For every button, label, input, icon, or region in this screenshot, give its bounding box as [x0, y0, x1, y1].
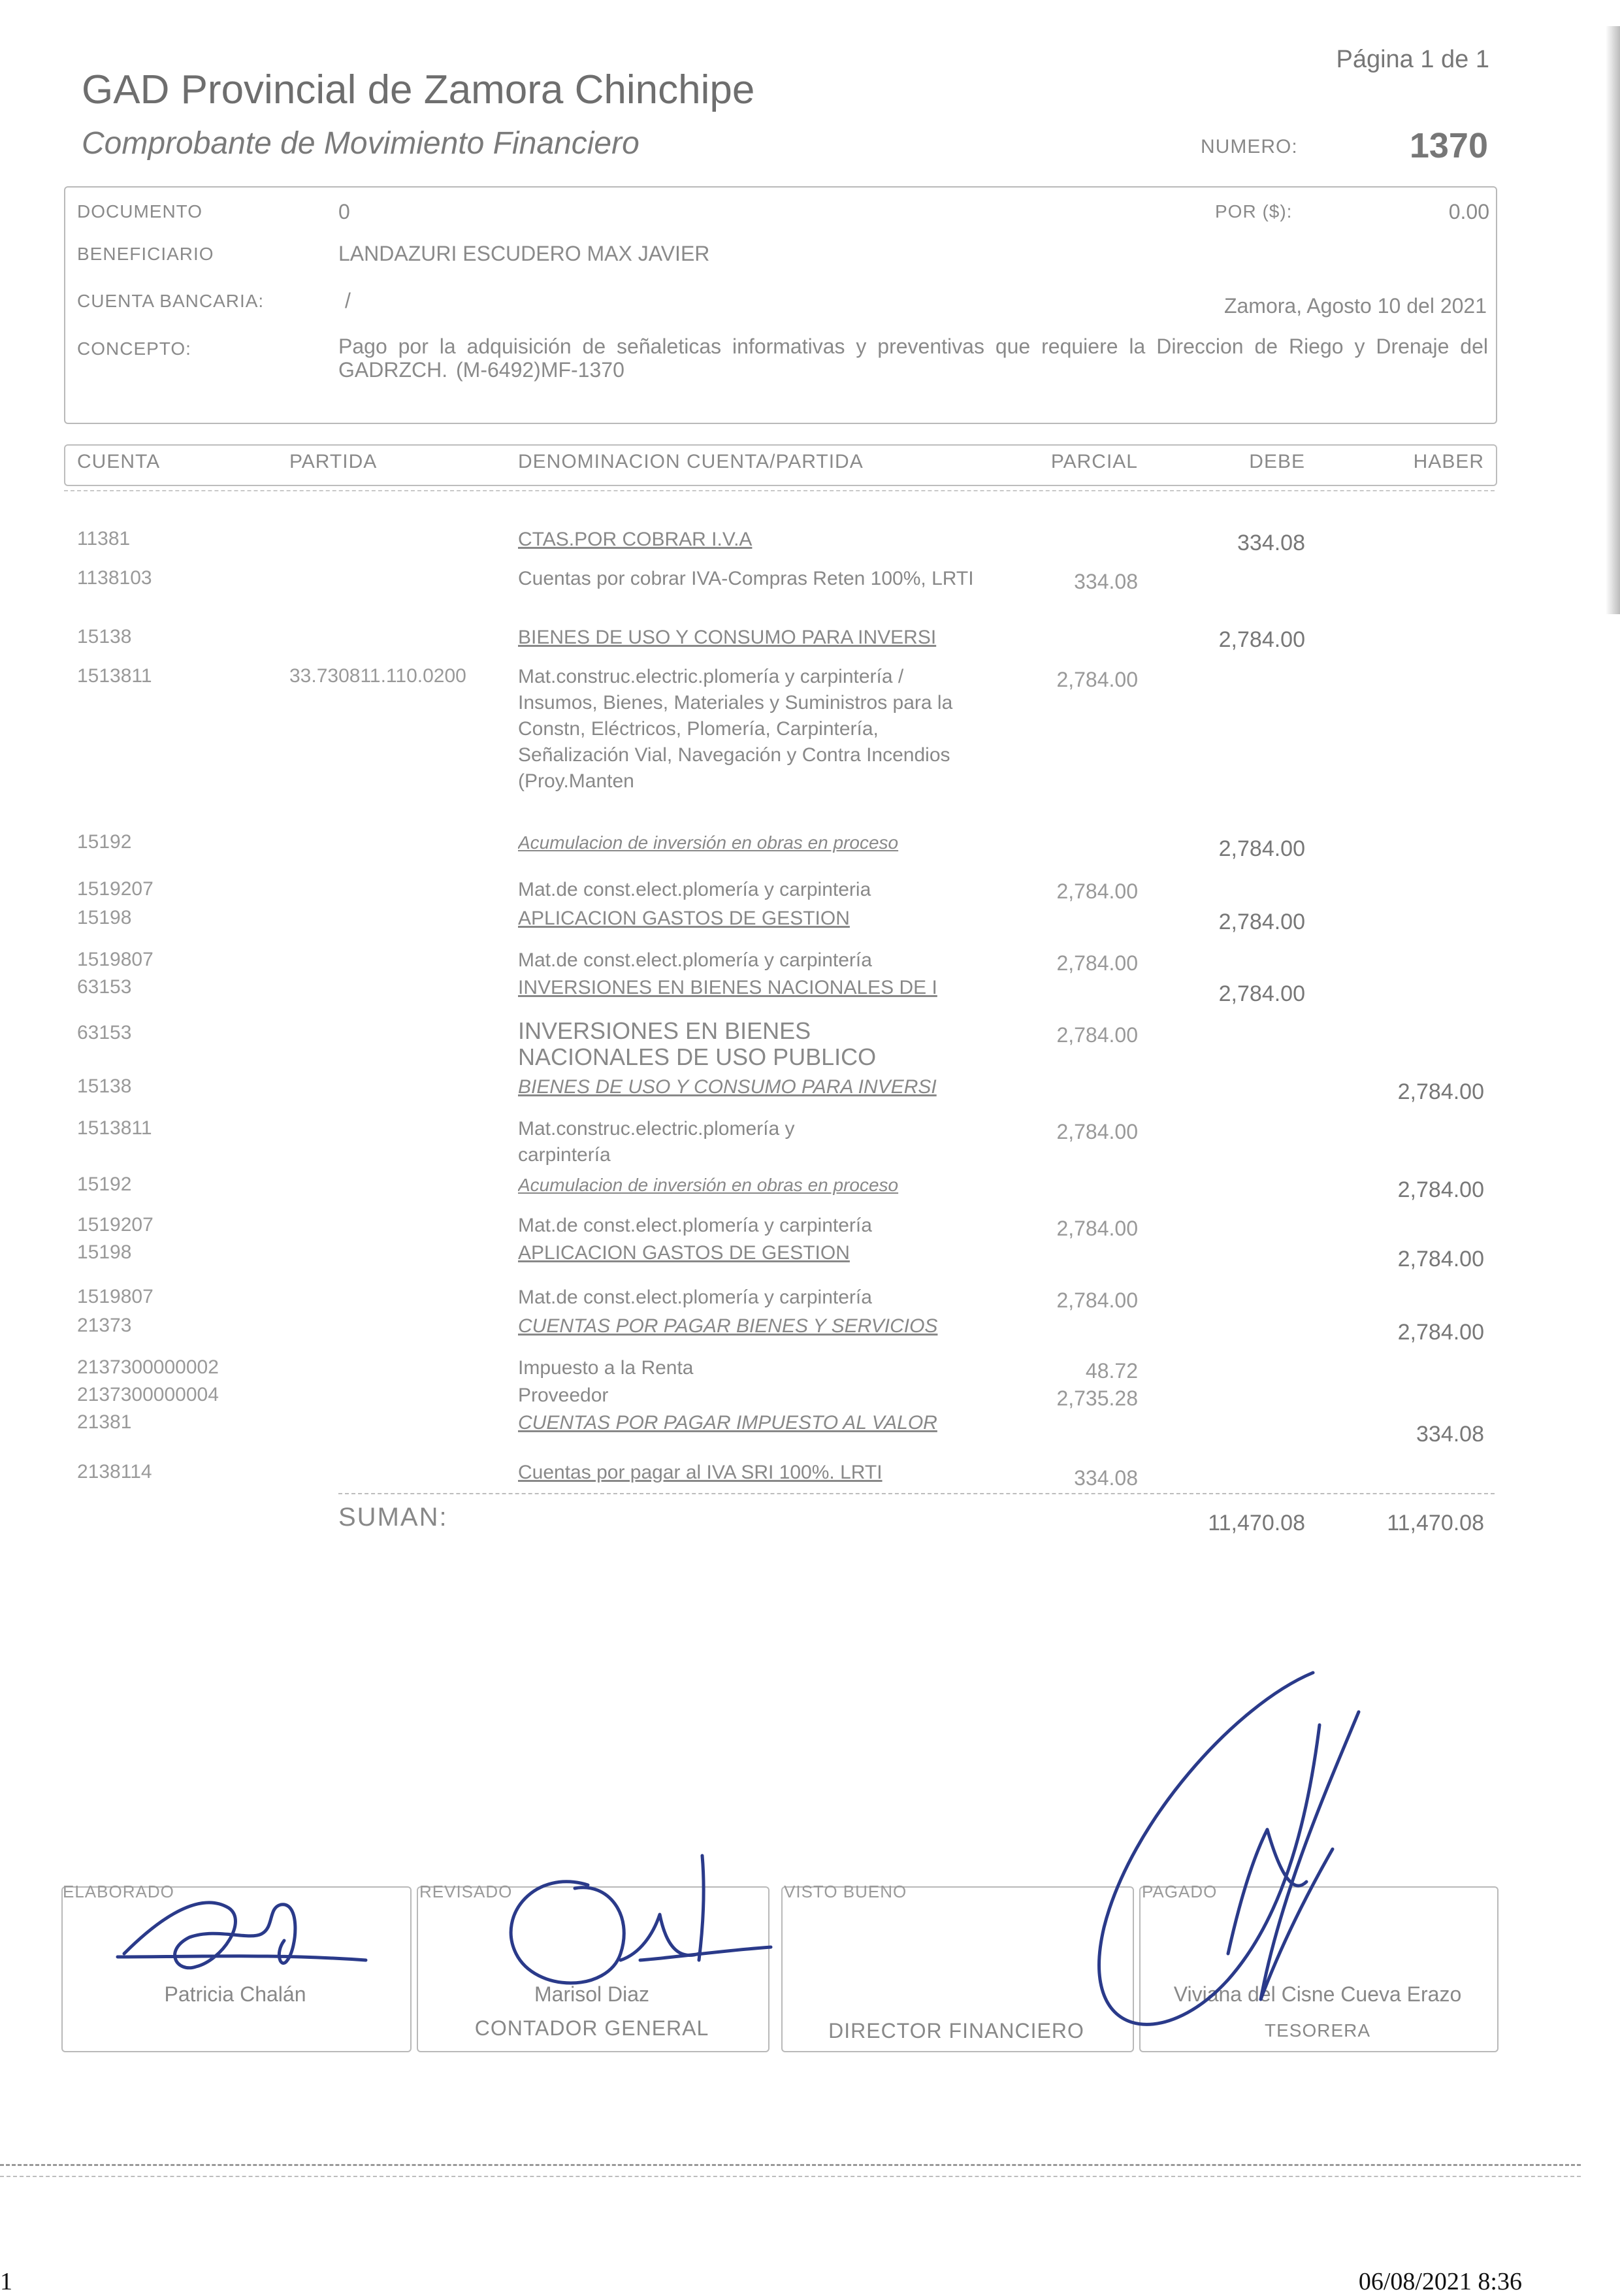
row-parcial: 2,784.00	[1056, 1217, 1138, 1240]
signer-name-elaborado: Patricia Chalán	[164, 1982, 306, 2006]
cuenta-bancaria-value: /	[345, 289, 351, 312]
row-parcial: 2,784.00	[1056, 951, 1138, 975]
row-parcial: 2,784.00	[1056, 668, 1138, 691]
row-denominacion: APLICACION GASTOS DE GESTION	[518, 908, 850, 929]
row-cuenta: 2137300000004	[77, 1384, 219, 1405]
row-parcial: 334.08	[1074, 570, 1138, 593]
row-denominacion: BIENES DE USO Y CONSUMO PARA INVERSI	[518, 1076, 937, 1098]
beneficiario-value: LANDAZURI ESCUDERO MAX JAVIER	[338, 242, 710, 265]
row-parcial: 2,784.00	[1056, 1023, 1138, 1047]
concepto-value: Pago por la adquisición de señaleticas informativas y preventivas que requiere la Direccion de Riego y Drenaje del GADRZCH. (M-6492)MF-1370	[338, 335, 1488, 382]
row-cuenta: 15198	[77, 1241, 132, 1263]
row-denominacion: Acumulacion de inversión en obras en proceso	[518, 1175, 899, 1195]
organization-title: GAD Provincial de Zamora Chinchipe	[82, 67, 755, 112]
footer-divider	[0, 2164, 1581, 2166]
row-cuenta: 15138	[77, 626, 132, 648]
documento-label: DOCUMENTO	[77, 201, 203, 221]
row-parcial: 48.72	[1085, 1359, 1138, 1383]
signature-title-pagado: PAGADO	[1142, 1882, 1218, 1901]
row-denominacion: Mat.de const.elect.plomería y carpinteria	[518, 879, 871, 900]
row-debe: 2,784.00	[1218, 627, 1305, 652]
row-cuenta: 21381	[77, 1411, 132, 1433]
row-denominacion: Cuentas por cobrar IVA-Compras Reten 100%, LRTI	[518, 568, 974, 589]
row-haber: 2,784.00	[1397, 1247, 1484, 1271]
row-denominacion: Mat.de const.elect.plomería y carpintería	[518, 1287, 872, 1308]
row-parcial: 2,735.28	[1056, 1386, 1138, 1410]
cuenta-bancaria-label: CUENTA BANCARIA:	[77, 291, 265, 311]
row-denominacion: Mat.construc.electric.plomería y carpintería / Insumos, Bienes, Materiales y Suministros para la Constn, Eléctricos, Plomería, Carpintería, Señalización Vial, Navegación y Contra Incendios (Proy.Manten	[518, 666, 953, 792]
row-denominacion: INVERSIONES EN BIENES NACIONALES DE I	[518, 977, 937, 998]
column-header-cuenta: CUENTA	[77, 451, 161, 472]
row-cuenta: 2138114	[77, 1461, 152, 1483]
footer-divider-secondary	[0, 2176, 1581, 2177]
row-denominacion: Mat.construc.electric.plomería y carpintería	[518, 1118, 795, 1166]
numero-label: NUMERO:	[1201, 136, 1298, 157]
row-partida: 33.730811.110.0200	[289, 665, 466, 687]
signature-title-revisado: REVISADO	[419, 1882, 513, 1901]
row-denominacion: CUENTAS POR PAGAR BIENES Y SERVICIOS	[518, 1315, 938, 1337]
row-cuenta: 63153	[77, 976, 132, 998]
row-parcial: 2,784.00	[1056, 879, 1138, 903]
signature-box-elaborado	[61, 1886, 412, 2052]
row-cuenta: 15198	[77, 907, 132, 928]
row-cuenta: 2137300000002	[77, 1356, 219, 1378]
numero-value: 1370	[1409, 126, 1488, 165]
row-cuenta: 1138103	[77, 567, 152, 589]
footer-page-mark: 1	[0, 2268, 12, 2295]
column-header-parcial: PARCIAL	[1050, 451, 1138, 472]
por-label: POR ($):	[1215, 201, 1293, 221]
row-denominacion: Mat.de const.elect.plomería y carpintería	[518, 1215, 872, 1236]
fecha: Zamora, Agosto 10 del 2021	[1223, 294, 1487, 318]
row-denominacion: Mat.de const.elect.plomería y carpintería	[518, 949, 872, 971]
signer-role-visto-bueno: DIRECTOR FINANCIERO	[828, 2019, 1084, 2042]
row-cuenta: 15192	[77, 831, 132, 853]
row-denominacion: CUENTAS POR PAGAR IMPUESTO AL VALOR	[518, 1412, 937, 1434]
row-cuenta: 11381	[77, 528, 131, 549]
totals-divider	[338, 1493, 1495, 1494]
column-header-denominacion: DENOMINACION CUENTA/PARTIDA	[518, 451, 864, 472]
row-debe: 2,784.00	[1218, 981, 1305, 1006]
row-cuenta: 15192	[77, 1173, 132, 1195]
row-debe: 2,784.00	[1218, 910, 1305, 934]
row-haber: 2,784.00	[1397, 1079, 1484, 1104]
header-divider	[64, 490, 1495, 491]
por-value: 0.00	[1448, 200, 1489, 223]
row-denominacion: Acumulacion de inversión en obras en proceso	[518, 832, 899, 853]
row-cuenta: 1519207	[77, 1214, 154, 1236]
row-denominacion: CTAS.POR COBRAR I.V.A	[518, 529, 753, 550]
row-cuenta: 15138	[77, 1075, 132, 1097]
row-debe: 2,784.00	[1218, 836, 1305, 861]
totals-haber: 11,470.08	[1387, 1511, 1484, 1535]
signer-name-revisado: Marisol Diaz	[534, 1982, 650, 2006]
row-haber: 2,784.00	[1397, 1320, 1484, 1345]
signer-role-pagado: TESORERA	[1264, 2020, 1371, 2041]
row-haber: 334.08	[1416, 1422, 1484, 1447]
column-header-debe: DEBE	[1249, 451, 1305, 472]
row-debe: 334.08	[1237, 531, 1305, 555]
signature-title-visto-bueno: VISTO BUENO	[784, 1882, 907, 1901]
row-denominacion: Cuentas por pagar al IVA SRI 100%. LRTI	[518, 1462, 883, 1483]
page-info: Página 1 de 1	[1336, 46, 1489, 73]
row-denominacion: APLICACION GASTOS DE GESTION	[518, 1242, 850, 1264]
signer-role-revisado: CONTADOR GENERAL	[474, 2016, 709, 2040]
concepto-label: CONCEPTO:	[77, 338, 191, 359]
signer-name-pagado: Viviana del Cisne Cueva Erazo	[1173, 1982, 1462, 2006]
column-header-partida: PARTIDA	[289, 451, 378, 472]
row-denominacion: INVERSIONES EN BIENES NACIONALES DE USO PUBLICO	[518, 1017, 877, 1070]
beneficiario-label: BENEFICIARIO	[77, 244, 214, 264]
row-cuenta: 1519807	[77, 949, 154, 970]
row-denominacion: Impuesto a la Renta	[518, 1357, 694, 1379]
totals-debe: 11,470.08	[1208, 1511, 1305, 1535]
row-cuenta: 1513811	[77, 665, 152, 687]
row-denominacion: Proveedor	[518, 1385, 609, 1406]
row-denominacion: BIENES DE USO Y CONSUMO PARA INVERSI	[518, 627, 937, 648]
row-parcial: 2,784.00	[1056, 1288, 1138, 1312]
row-parcial: 2,784.00	[1056, 1120, 1138, 1143]
document-type: Comprobante de Movimiento Financiero	[82, 126, 640, 161]
column-header-haber: HABER	[1413, 451, 1484, 472]
scan-edge-shadow	[1606, 26, 1620, 614]
footer-timestamp: 06/08/2021 8:36	[1358, 2268, 1522, 2295]
row-haber: 2,784.00	[1397, 1177, 1484, 1202]
totals-label: SUMAN:	[338, 1503, 448, 1532]
row-cuenta: 1513811	[77, 1117, 152, 1139]
row-parcial: 334.08	[1074, 1466, 1138, 1490]
documento-value: 0	[338, 200, 350, 223]
row-cuenta: 1519207	[77, 878, 154, 900]
signature-title-elaborado: ELABORADO	[63, 1882, 174, 1901]
row-cuenta: 63153	[77, 1022, 132, 1043]
row-cuenta: 1519807	[77, 1286, 154, 1307]
row-cuenta: 21373	[77, 1315, 132, 1336]
